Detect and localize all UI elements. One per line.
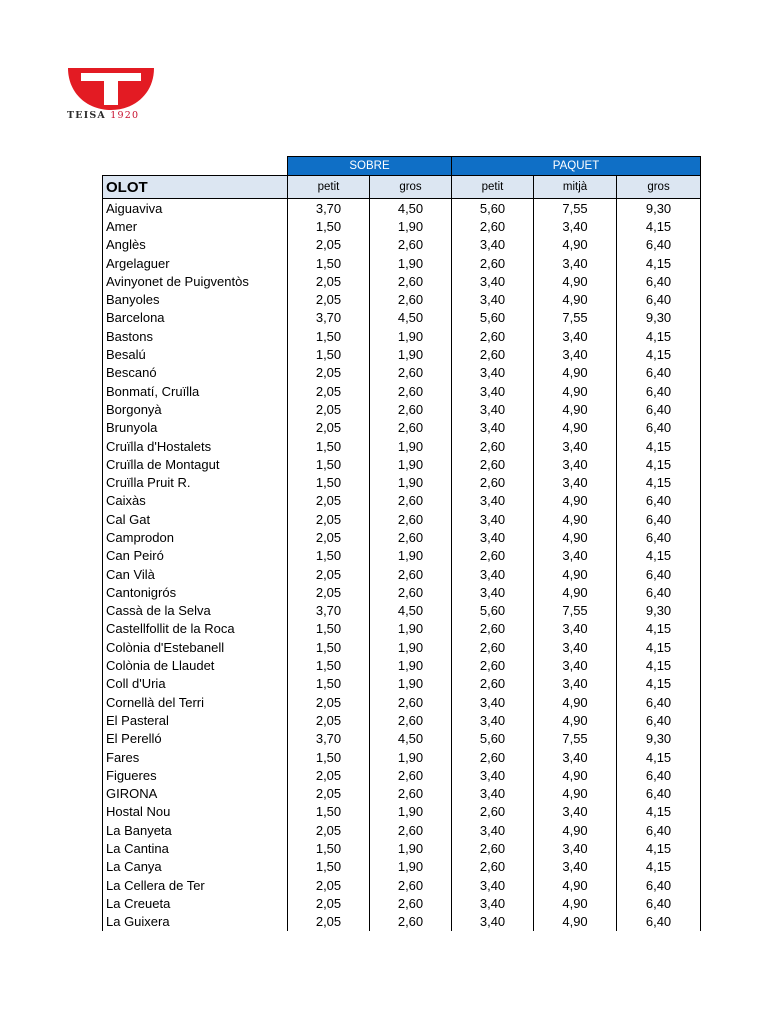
price-cell: 2,60: [370, 510, 452, 528]
table-row: [103, 748, 701, 766]
price-cell: 3,40: [452, 711, 534, 729]
table-row: [103, 419, 701, 437]
table-row: [103, 876, 701, 894]
destination-name: Colònia de Llaudet: [103, 656, 288, 674]
price-cell: 3,70: [288, 199, 370, 218]
price-cell: 2,60: [452, 254, 534, 272]
destination-name: La Cantina: [103, 839, 288, 857]
price-cell: 1,50: [288, 254, 370, 272]
price-cell: 1,50: [288, 656, 370, 674]
price-cell: 3,40: [452, 693, 534, 711]
destination-name: Cal Gat: [103, 510, 288, 528]
price-cell: 2,60: [452, 345, 534, 363]
price-cell: 3,40: [452, 894, 534, 912]
price-cell: 2,60: [452, 803, 534, 821]
price-cell: 1,90: [370, 547, 452, 565]
table-row: [103, 272, 701, 290]
logo-wordmark: [67, 110, 159, 122]
price-cell: 2,60: [452, 455, 534, 473]
price-cell: 3,40: [452, 236, 534, 254]
price-cell: 4,15: [617, 748, 701, 766]
price-cell: 6,40: [617, 510, 701, 528]
price-cell: 7,55: [534, 602, 617, 620]
table-row: [103, 547, 701, 565]
table-row: [103, 894, 701, 912]
price-cell: 1,50: [288, 675, 370, 693]
price-cell: 2,05: [288, 382, 370, 400]
blank-corner: [103, 157, 288, 176]
table-row: [103, 675, 701, 693]
price-cell: 3,40: [534, 675, 617, 693]
table-row: [103, 821, 701, 839]
destination-name: GIRONA: [103, 785, 288, 803]
price-cell: 4,90: [534, 785, 617, 803]
price-cell: 6,40: [617, 693, 701, 711]
price-cell: 2,60: [370, 894, 452, 912]
destination-name: Bescanó: [103, 364, 288, 382]
table-row: [103, 785, 701, 803]
destination-name: Besalú: [103, 345, 288, 363]
price-cell: 4,15: [617, 345, 701, 363]
table-row: [103, 309, 701, 327]
price-cell: 1,90: [370, 638, 452, 656]
price-cell: 5,60: [452, 730, 534, 748]
price-cell: 3,40: [452, 382, 534, 400]
price-cell: 1,50: [288, 345, 370, 363]
price-cell: 2,60: [452, 217, 534, 235]
price-cell: 4,15: [617, 327, 701, 345]
price-cell: 3,40: [534, 748, 617, 766]
price-cell: 4,90: [534, 528, 617, 546]
price-cell: 2,05: [288, 290, 370, 308]
price-cell: 1,90: [370, 675, 452, 693]
price-cell: 7,55: [534, 309, 617, 327]
price-cell: 7,55: [534, 199, 617, 218]
price-cell: 4,90: [534, 272, 617, 290]
price-cell: 4,15: [617, 217, 701, 235]
price-cell: 3,40: [534, 473, 617, 491]
table-row: [103, 638, 701, 656]
price-cell: 2,05: [288, 364, 370, 382]
price-cell: 1,90: [370, 656, 452, 674]
destination-name: Argelaguer: [103, 254, 288, 272]
price-cell: 4,15: [617, 858, 701, 876]
price-cell: 6,40: [617, 766, 701, 784]
destination-name: Castellfollit de la Roca: [103, 620, 288, 638]
price-cell: 2,60: [452, 638, 534, 656]
price-cell: 4,15: [617, 473, 701, 491]
teisa-t-emblem-icon: [66, 68, 156, 110]
price-cell: 4,90: [534, 419, 617, 437]
table-row: [103, 839, 701, 857]
price-cell: 2,60: [370, 766, 452, 784]
price-cell: 1,50: [288, 217, 370, 235]
price-cell: 6,40: [617, 711, 701, 729]
price-cell: 2,60: [452, 620, 534, 638]
price-cell: 2,05: [288, 821, 370, 839]
destination-name: Aiguaviva: [103, 199, 288, 218]
teisa-logo: [66, 68, 156, 124]
price-cell: 4,90: [534, 364, 617, 382]
price-cell: 2,05: [288, 894, 370, 912]
price-cell: 2,60: [370, 565, 452, 583]
price-cell: 3,40: [534, 620, 617, 638]
price-cell: 2,60: [370, 236, 452, 254]
price-cell: 1,90: [370, 803, 452, 821]
price-cell: 2,05: [288, 419, 370, 437]
destination-name: La Guixera: [103, 913, 288, 931]
price-cell: 9,30: [617, 309, 701, 327]
destination-name: Bastons: [103, 327, 288, 345]
price-cell: 3,40: [534, 656, 617, 674]
table-row: [103, 510, 701, 528]
column-header: gros: [617, 176, 701, 199]
destination-name: Figueres: [103, 766, 288, 784]
price-cell: 1,50: [288, 748, 370, 766]
price-cell: 1,50: [288, 455, 370, 473]
group-header-sobre: SOBRE: [288, 157, 452, 176]
price-cell: 3,40: [452, 419, 534, 437]
price-cell: 4,90: [534, 894, 617, 912]
table-row: [103, 455, 701, 473]
price-cell: 2,60: [370, 290, 452, 308]
destination-name: La Cellera de Ter: [103, 876, 288, 894]
destination-name: Amer: [103, 217, 288, 235]
group-header-row: [103, 157, 701, 176]
price-cell: 2,05: [288, 693, 370, 711]
destination-name: La Banyeta: [103, 821, 288, 839]
price-cell: 2,05: [288, 528, 370, 546]
price-cell: 2,05: [288, 510, 370, 528]
price-cell: 6,40: [617, 876, 701, 894]
destination-name: Cruïlla d'Hostalets: [103, 437, 288, 455]
table-row: [103, 327, 701, 345]
price-cell: 2,60: [370, 382, 452, 400]
table-row: [103, 803, 701, 821]
price-cell: 2,60: [452, 675, 534, 693]
logo-year: 1920: [110, 110, 140, 121]
price-cell: 4,90: [534, 492, 617, 510]
price-cell: 4,90: [534, 290, 617, 308]
destination-name: Brunyola: [103, 419, 288, 437]
table-row: [103, 437, 701, 455]
price-cell: 1,90: [370, 858, 452, 876]
price-cell: 2,60: [370, 400, 452, 418]
price-cell: 4,90: [534, 821, 617, 839]
price-cell: 2,60: [452, 858, 534, 876]
price-cell: 2,05: [288, 785, 370, 803]
price-cell: 6,40: [617, 583, 701, 601]
price-cell: 2,60: [452, 473, 534, 491]
price-cell: 4,15: [617, 839, 701, 857]
price-cell: 6,40: [617, 272, 701, 290]
price-cell: 3,40: [534, 839, 617, 857]
price-cell: 2,60: [452, 748, 534, 766]
price-cell: 1,90: [370, 748, 452, 766]
price-cell: 4,15: [617, 437, 701, 455]
price-cell: 1,50: [288, 327, 370, 345]
table-row: [103, 473, 701, 491]
table-row: [103, 583, 701, 601]
price-cell: 2,60: [370, 693, 452, 711]
price-cell: 1,50: [288, 803, 370, 821]
column-header-row: [103, 176, 701, 199]
price-cell: 3,40: [534, 217, 617, 235]
table-row: [103, 730, 701, 748]
price-cell: 3,70: [288, 602, 370, 620]
price-cell: 6,40: [617, 785, 701, 803]
destination-name: Camprodon: [103, 528, 288, 546]
column-header: mitjà: [534, 176, 617, 199]
price-cell: 3,40: [452, 583, 534, 601]
price-cell: 2,60: [370, 364, 452, 382]
price-cell: 2,60: [370, 272, 452, 290]
price-cell: 1,90: [370, 254, 452, 272]
table-row: [103, 565, 701, 583]
price-cell: 6,40: [617, 492, 701, 510]
table-row: [103, 656, 701, 674]
price-cell: 2,60: [370, 583, 452, 601]
destination-name: La Creueta: [103, 894, 288, 912]
price-cell: 6,40: [617, 382, 701, 400]
price-cell: 4,50: [370, 309, 452, 327]
table-body: [103, 199, 701, 931]
destination-name: Cruïlla de Montagut: [103, 455, 288, 473]
price-cell: 1,50: [288, 858, 370, 876]
price-cell: 2,60: [370, 711, 452, 729]
destination-name: Cantonigrós: [103, 583, 288, 601]
table-row: [103, 858, 701, 876]
price-cell: 4,90: [534, 711, 617, 729]
price-cell: 1,90: [370, 455, 452, 473]
price-cell: 2,60: [452, 656, 534, 674]
price-cell: 2,05: [288, 766, 370, 784]
price-cell: 3,40: [534, 327, 617, 345]
table-row: [103, 492, 701, 510]
price-cell: 4,15: [617, 547, 701, 565]
price-cell: 2,60: [370, 528, 452, 546]
price-cell: 1,90: [370, 620, 452, 638]
price-cell: 3,40: [534, 858, 617, 876]
destination-name: Anglès: [103, 236, 288, 254]
table-row: [103, 254, 701, 272]
table-row: [103, 711, 701, 729]
price-cell: 4,90: [534, 583, 617, 601]
price-cell: 6,40: [617, 419, 701, 437]
price-cell: 4,15: [617, 675, 701, 693]
price-cell: 4,15: [617, 638, 701, 656]
price-cell: 3,40: [452, 290, 534, 308]
table-row: [103, 693, 701, 711]
price-cell: 5,60: [452, 199, 534, 218]
price-cell: 1,90: [370, 437, 452, 455]
price-cell: 6,40: [617, 894, 701, 912]
price-cell: 4,90: [534, 693, 617, 711]
column-header: gros: [370, 176, 452, 199]
price-cell: 6,40: [617, 236, 701, 254]
price-cell: 7,55: [534, 730, 617, 748]
destination-name: Avinyonet de Puigventòs: [103, 272, 288, 290]
price-cell: 1,50: [288, 437, 370, 455]
price-cell: 3,40: [452, 913, 534, 931]
price-cell: 4,15: [617, 620, 701, 638]
logo-brand: TEISA: [67, 110, 106, 121]
destination-name: Hostal Nou: [103, 803, 288, 821]
price-cell: 3,40: [452, 565, 534, 583]
price-cell: 2,60: [370, 876, 452, 894]
price-cell: 2,05: [288, 492, 370, 510]
destination-name: El Pasteral: [103, 711, 288, 729]
destination-name: Borgonyà: [103, 400, 288, 418]
price-cell: 4,90: [534, 913, 617, 931]
price-cell: 2,60: [370, 492, 452, 510]
destination-name: Can Peiró: [103, 547, 288, 565]
destination-name: Bonmatí, Cruïlla: [103, 382, 288, 400]
destination-name: Cruïlla Pruit R.: [103, 473, 288, 491]
destination-name: Cornellà del Terri: [103, 693, 288, 711]
price-cell: 2,05: [288, 565, 370, 583]
price-cell: 3,40: [452, 364, 534, 382]
table-row: [103, 602, 701, 620]
destination-name: El Perelló: [103, 730, 288, 748]
price-cell: 3,40: [534, 803, 617, 821]
price-cell: 2,05: [288, 711, 370, 729]
price-cell: 4,90: [534, 236, 617, 254]
table-row: [103, 290, 701, 308]
price-table: [102, 156, 701, 931]
destination-name: Can Vilà: [103, 565, 288, 583]
price-cell: 4,50: [370, 199, 452, 218]
price-cell: 3,70: [288, 730, 370, 748]
price-cell: 4,90: [534, 510, 617, 528]
table-row: [103, 345, 701, 363]
table-row: [103, 400, 701, 418]
price-cell: 3,70: [288, 309, 370, 327]
table-row: [103, 364, 701, 382]
column-header: petit: [288, 176, 370, 199]
destination-name: Coll d'Uria: [103, 675, 288, 693]
price-cell: 3,40: [452, 876, 534, 894]
price-cell: 3,40: [534, 638, 617, 656]
price-cell: 4,50: [370, 602, 452, 620]
destination-name: Barcelona: [103, 309, 288, 327]
price-cell: 3,40: [534, 547, 617, 565]
price-cell: 6,40: [617, 913, 701, 931]
price-cell: 3,40: [452, 400, 534, 418]
price-cell: 2,60: [370, 785, 452, 803]
table-row: [103, 217, 701, 235]
price-cell: 3,40: [534, 345, 617, 363]
price-cell: 2,60: [452, 839, 534, 857]
price-cell: 4,90: [534, 382, 617, 400]
price-cell: 6,40: [617, 364, 701, 382]
price-cell: 1,90: [370, 217, 452, 235]
price-cell: 6,40: [617, 528, 701, 546]
table-row: [103, 236, 701, 254]
price-cell: 5,60: [452, 309, 534, 327]
price-cell: 2,60: [370, 821, 452, 839]
price-cell: 3,40: [534, 437, 617, 455]
price-cell: 1,50: [288, 473, 370, 491]
price-cell: 4,90: [534, 766, 617, 784]
destination-name: Colònia d'Estebanell: [103, 638, 288, 656]
price-cell: 6,40: [617, 400, 701, 418]
price-cell: 2,60: [370, 913, 452, 931]
price-cell: 3,40: [452, 821, 534, 839]
price-cell: 1,90: [370, 473, 452, 491]
table-row: [103, 766, 701, 784]
price-cell: 1,90: [370, 345, 452, 363]
price-cell: 3,40: [452, 272, 534, 290]
table-row: [103, 913, 701, 931]
price-cell: 2,60: [452, 437, 534, 455]
price-cell: 2,05: [288, 400, 370, 418]
destination-name: La Canya: [103, 858, 288, 876]
price-cell: 4,15: [617, 803, 701, 821]
price-cell: 6,40: [617, 565, 701, 583]
price-cell: 9,30: [617, 199, 701, 218]
price-cell: 3,40: [452, 785, 534, 803]
table-row: [103, 620, 701, 638]
area-header: OLOT: [103, 176, 288, 199]
price-cell: 2,05: [288, 583, 370, 601]
price-cell: 4,90: [534, 876, 617, 894]
column-header: petit: [452, 176, 534, 199]
price-cell: 3,40: [452, 766, 534, 784]
price-cell: 2,05: [288, 876, 370, 894]
price-cell: 1,50: [288, 839, 370, 857]
price-cell: 4,50: [370, 730, 452, 748]
price-cell: 2,05: [288, 272, 370, 290]
price-cell: 1,50: [288, 620, 370, 638]
price-cell: 1,50: [288, 638, 370, 656]
price-cell: 5,60: [452, 602, 534, 620]
price-cell: 6,40: [617, 821, 701, 839]
price-cell: 4,15: [617, 455, 701, 473]
price-cell: 2,60: [370, 419, 452, 437]
price-cell: 2,60: [452, 547, 534, 565]
destination-name: Caixàs: [103, 492, 288, 510]
table-row: [103, 199, 701, 218]
price-cell: 1,50: [288, 547, 370, 565]
price-cell: 2,05: [288, 913, 370, 931]
price-cell: 3,40: [452, 492, 534, 510]
price-cell: 6,40: [617, 290, 701, 308]
price-cell: 9,30: [617, 730, 701, 748]
group-header-paquet: PAQUET: [452, 157, 701, 176]
price-cell: 3,40: [452, 510, 534, 528]
price-cell: 4,90: [534, 400, 617, 418]
price-cell: 3,40: [452, 528, 534, 546]
table-row: [103, 382, 701, 400]
price-cell: 1,90: [370, 839, 452, 857]
price-cell: 3,40: [534, 455, 617, 473]
destination-name: Banyoles: [103, 290, 288, 308]
price-cell: 4,15: [617, 254, 701, 272]
price-cell: 3,40: [534, 254, 617, 272]
price-cell: 4,15: [617, 656, 701, 674]
destination-name: Cassà de la Selva: [103, 602, 288, 620]
price-cell: 9,30: [617, 602, 701, 620]
price-cell: 4,90: [534, 565, 617, 583]
table-row: [103, 528, 701, 546]
price-cell: 1,90: [370, 327, 452, 345]
price-cell: 2,60: [452, 327, 534, 345]
price-cell: 2,05: [288, 236, 370, 254]
destination-name: Fares: [103, 748, 288, 766]
